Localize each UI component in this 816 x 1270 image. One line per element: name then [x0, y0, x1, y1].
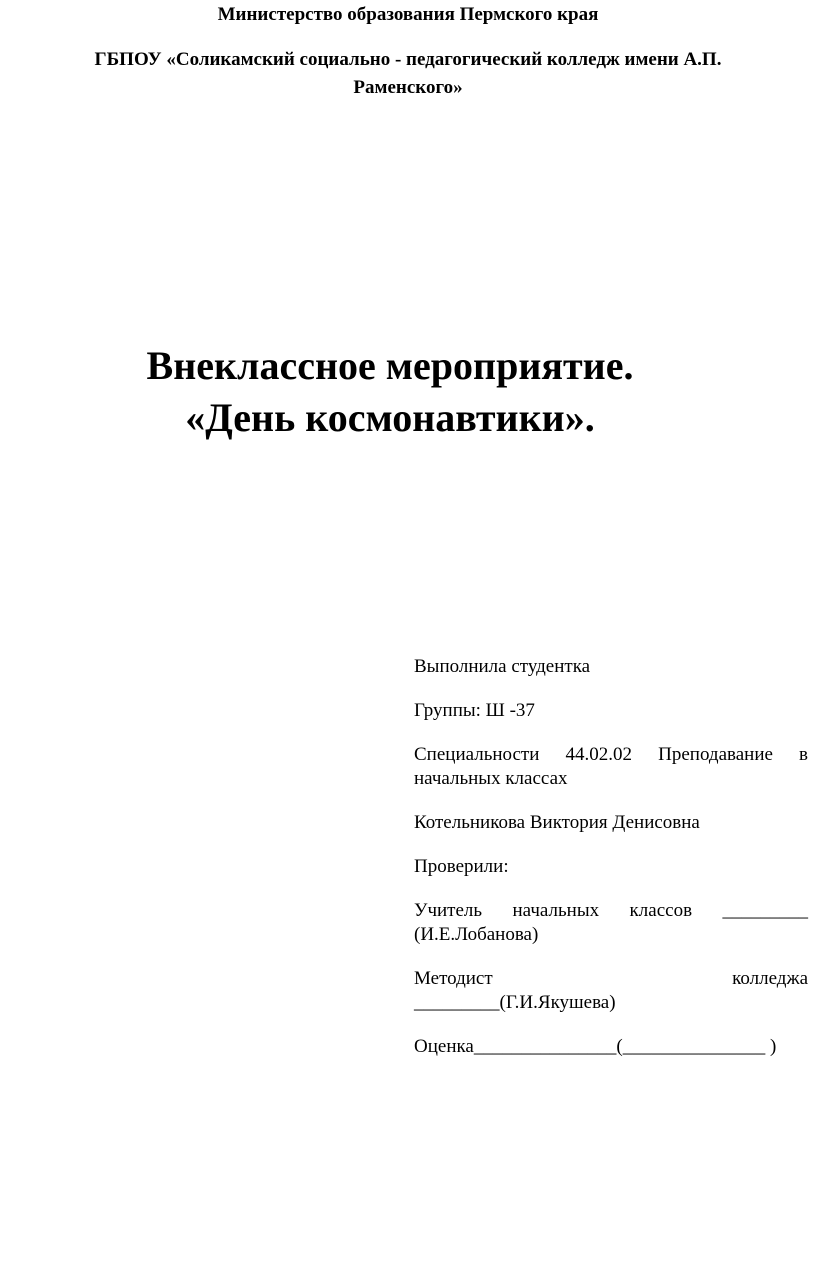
checked-by-text: Проверили:	[414, 856, 509, 877]
group-text: Группы: Ш -37	[414, 700, 535, 721]
methodist-text	[414, 967, 808, 1015]
methodist-line-2: _________(Г.И.Якушева)	[414, 992, 616, 1013]
specialty-text: Специальности 44.02.02 Преподавание в начальных классах	[414, 744, 808, 789]
teacher-text: Учитель начальных классов _________ (И.Е.Лобанова)	[414, 900, 808, 945]
college-heading: ГБПОУ «Соликамский социально - педагогический колледж имени А.П. Раменского»	[94, 49, 722, 98]
ministry-heading: Министерство образования Пермского края	[217, 4, 599, 25]
title-line-2: «День космонавтики».	[185, 395, 595, 440]
performed-by-text: Выполнила студентка	[414, 656, 591, 677]
methodist-line-1	[414, 967, 808, 991]
title-line-1: Внеклассное мероприятие.	[146, 343, 634, 388]
methodist-label: Методист	[414, 968, 493, 989]
document-title	[90, 340, 690, 444]
grade-text: Оценка_______________(_______________ )	[414, 1036, 777, 1057]
methodist-college-label: колледжа	[732, 968, 808, 989]
student-name-text: Котельникова Виктория Денисовна	[414, 812, 700, 833]
author-info-block	[414, 655, 808, 1079]
